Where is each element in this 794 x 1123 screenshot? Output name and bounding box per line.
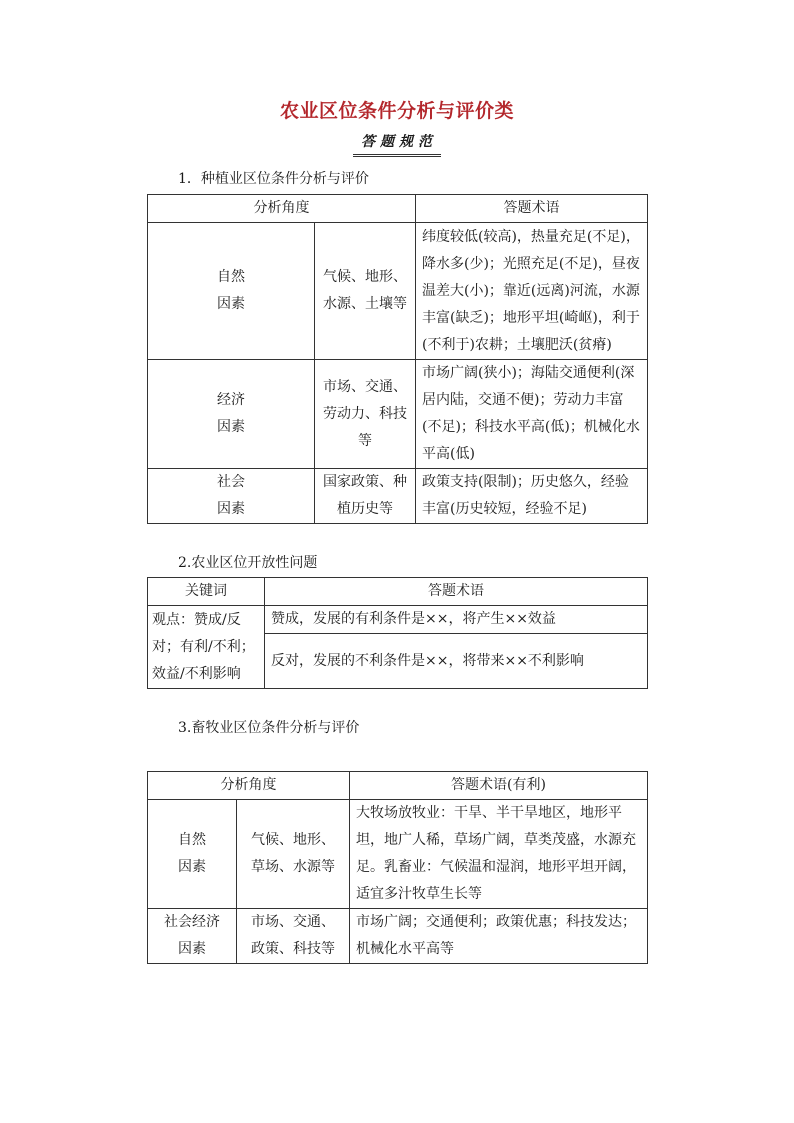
table-row — [148, 606, 648, 634]
factor-cell: 经济 因素 — [148, 360, 315, 469]
section2-heading: 2.农业区位开放性问题 — [178, 555, 318, 571]
terms-cell: 反对，发展的不利条件是××，将带来××不利影响 — [265, 634, 648, 689]
page-title: 农业区位条件分析与评价类 — [279, 100, 514, 122]
terms-cell: 政策支持(限制)；历史悠久，经验丰富(历史较短，经验不足) — [416, 469, 648, 524]
table-open-question — [147, 577, 648, 689]
items-cell: 气候、地形、 草场、水源等 — [237, 800, 350, 909]
items-cell: 国家政策、种 植历史等 — [315, 469, 416, 524]
table-row — [148, 909, 648, 964]
table-row — [148, 800, 648, 909]
factor-cell: 自然 因素 — [148, 223, 315, 360]
table-livestock — [147, 771, 648, 964]
table-header-keyword: 关键词 — [148, 578, 265, 606]
terms-cell: 纬度较低(较高)，热量充足(不足)，降水多(少)；光照充足(不足)，昼夜温差大(小)；靠近(远离)河流，水源丰富(缺乏)；地形平坦(崎岖)，利于(不利于)农耕；土壤肥沃(贫瘠) — [416, 223, 648, 360]
items-cell: 气候、地形、 水源、土壤等 — [315, 223, 416, 360]
terms-cell: 大牧场放牧业：干旱、半干旱地区，地形平坦，地广人稀，草场广阔，草类茂盛，水源充足。乳畜业：气候温和湿润，地形平坦开阔，适宜多汁牧草生长等 — [350, 800, 648, 909]
table-row — [148, 223, 648, 360]
section1-heading: 1．种植业区位条件分析与评价 — [178, 171, 369, 187]
terms-cell: 赞成，发展的有利条件是××，将产生××效益 — [265, 606, 648, 634]
table-row — [148, 360, 648, 469]
factor-cell: 社会经济 因素 — [148, 909, 237, 964]
keyword-cell: 观点：赞成/反对；有利/不利；效益/不利影响 — [148, 606, 265, 689]
factor-cell: 社会 因素 — [148, 469, 315, 524]
table-planting — [147, 194, 648, 524]
factor-cell: 自然 因素 — [148, 800, 237, 909]
table-row — [148, 469, 648, 524]
items-cell: 市场、交通、 政策、科技等 — [237, 909, 350, 964]
items-cell: 市场、交通、 劳动力、科技 等 — [315, 360, 416, 469]
table-header-terms: 答题术语(有利) — [350, 772, 648, 800]
table-header-angle: 分析角度 — [148, 772, 350, 800]
table-header-angle: 分析角度 — [148, 195, 416, 223]
table-header-terms: 答题术语 — [416, 195, 648, 223]
terms-cell: 市场广阔；交通便利；政策优惠；科技发达；机械化水平高等 — [350, 909, 648, 964]
page-subtitle: 答题规范 — [353, 131, 441, 157]
terms-cell: 市场广阔(狭小)；海陆交通便利(深居内陆，交通不便)；劳动力丰富(不足)；科技水平高(低)；机械化水平高(低) — [416, 360, 648, 469]
section3-heading: 3.畜牧业区位条件分析与评价 — [178, 720, 360, 736]
table-header-terms: 答题术语 — [265, 578, 648, 606]
